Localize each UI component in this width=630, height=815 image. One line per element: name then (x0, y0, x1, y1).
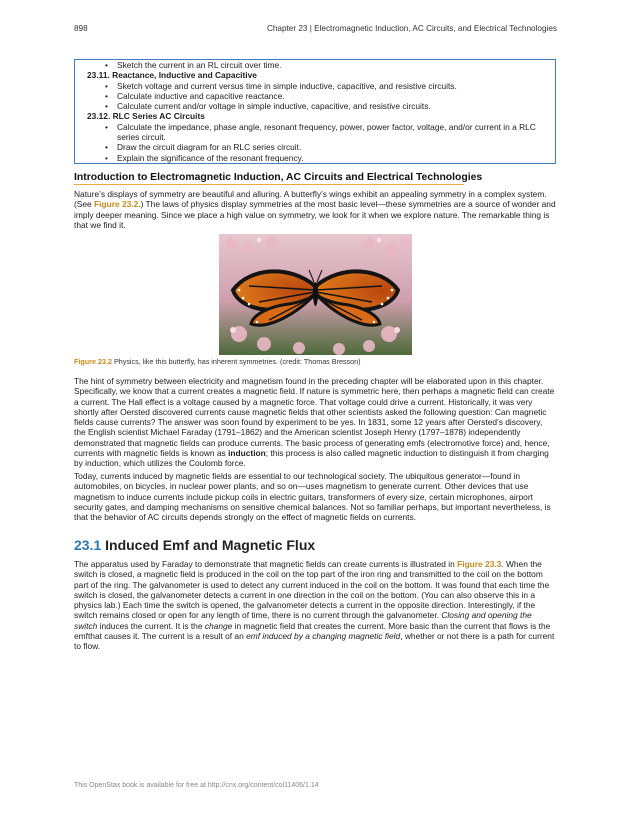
intro-heading: Introduction to Electromagnetic Induction, AC Circuits and Electrical Technologies (74, 172, 483, 183)
section-paragraph: The apparatus used by Faraday to demonstrate that magnetic fields can create currents is illustrated in Figure 23.3. When the switch is closed, a magnetic field is produced in the coil on the top part of the iron ring and transmitted to the coil on the bottom part of the ring. The galvanometer is used to detect any current induced in the coil on the bottom. It was found that each time the switch is closed, the galvanometer detects a current in one direction in the coil on the bottom. (You can also observe this in a physics lab.) Each time the switch is opened, the galvanometer detects a current in the opposite direction. Interestingly, if the switch remains closed or open for any length of time, there is no current through the galvanometer. Closing and opening the switch induces the current. It is the change in magnetic field that creates the current. More basic than the current that flows is the emfthat causes it. The current is a result of an emf induced by a changing magnetic field, whether or not there is a path for current to flow. (74, 559, 555, 652)
objective-item: • Explain the significance of the resonant frequency. (117, 153, 547, 163)
page-number: 898 (74, 24, 88, 33)
figure-caption: Figure 23.2 Physics, like this butterfly, has inherent symmetries. (credit: Thomas Bresson) (74, 357, 361, 366)
page-footer: This OpenStax book is available for free at http://cnx.org/content/col11406/1.14 (74, 782, 319, 789)
learning-objectives-box (74, 59, 556, 164)
intro-paragraph-2: The hint of symmetry between electricity and magnetism found in the preceding chapter will be elaborated upon in this chapter. Specifically, we know that a current creates a magnetic field. If nature is symmetric here, then perhaps a magnetic field can create a current. The Hall effect is a voltage caused by a magnetic force. That voltage could drive a current. Historically, it was very shortly after Oersted discovered currents cause magnetic fields that other scientists asked the following question: Can magnetic fields cause currents? The answer was soon found by experiment to be yes. In 1831, some 12 years after Oersted’s discovery, the English scientist Michael Faraday (1791–1862) and the American scientist Joseph Henry (1797–1878) independently demonstrated that magnetic fields can produce currents. The basic process of generating emfs (electromotive force) and, hence, currents with magnetic fields is known as induction; this process is also called magnetic induction to distinguish it from charging by induction, which utilizes the Coulomb force. (74, 376, 555, 469)
butterfly-photo (219, 234, 412, 355)
objective-item: • Sketch the current in an RL circuit over time. (117, 60, 547, 70)
figure-link[interactable]: Figure 23.2 (94, 199, 139, 210)
objective-item: • Calculate inductive and capacitive reactance. (117, 91, 547, 101)
objective-section-title: 23.11. Reactance, Inductive and Capacitive (87, 70, 257, 81)
objective-item: • Sketch voltage and current versus time in simple inductive, capacitive, and resistive circuits. (117, 81, 547, 91)
figure-link[interactable]: Figure 23.3 (457, 559, 502, 569)
figure-label: Figure 23.2 (74, 357, 112, 366)
objective-item: • Draw the circuit diagram for an RLC series circuit. (117, 142, 547, 152)
heading-underline (74, 184, 464, 185)
section-number: 23.1 (74, 537, 102, 553)
objective-item: • Calculate the impedance, phase angle, resonant frequency, power, power factor, voltage, and/or current in a RLC series circuit. (117, 122, 547, 143)
intro-paragraph-1: Nature’s displays of symmetry are beautiful and alluring. A butterfly’s wings exhibit an appealing symmetry in a complex system. (See Figure 23.2.) The laws of physics display symmetries at the most basic level—these symmetries are a source of wonder and imply deeper meaning. Since we place a high value on symmetry, we look for it when we explore nature. The remarkable thing is that we find it. (74, 189, 556, 230)
objective-item: • Calculate current and/or voltage in simple inductive, capacitive, and resistive circuits. (117, 101, 547, 111)
section-heading: 23.1 Induced Emf and Magnetic Flux (74, 537, 316, 553)
objective-section-title: 23.12. RLC Series AC Circuits (87, 111, 205, 122)
intro-paragraph-3: Today, currents induced by magnetic fields are essential to our technological society. The ubiquitous generator—found in automobiles, on bicycles, in nuclear power plants, and so on—uses magnetism to generate current. Other devices that use magnetism to induce currents include pickup coils in electric guitars, transformers of every size, certain microphones, airport security gates, and damping mechanisms on sensitive chemical balances. Not so familiar perhaps, but important nevertheless, is that the behavior of AC circuits depends strongly on the effect of magnetic fields on currents. (74, 471, 551, 523)
chapter-title: Chapter 23 | Electromagnetic Induction, AC Circuits, and Electrical Technologies (266, 24, 557, 33)
